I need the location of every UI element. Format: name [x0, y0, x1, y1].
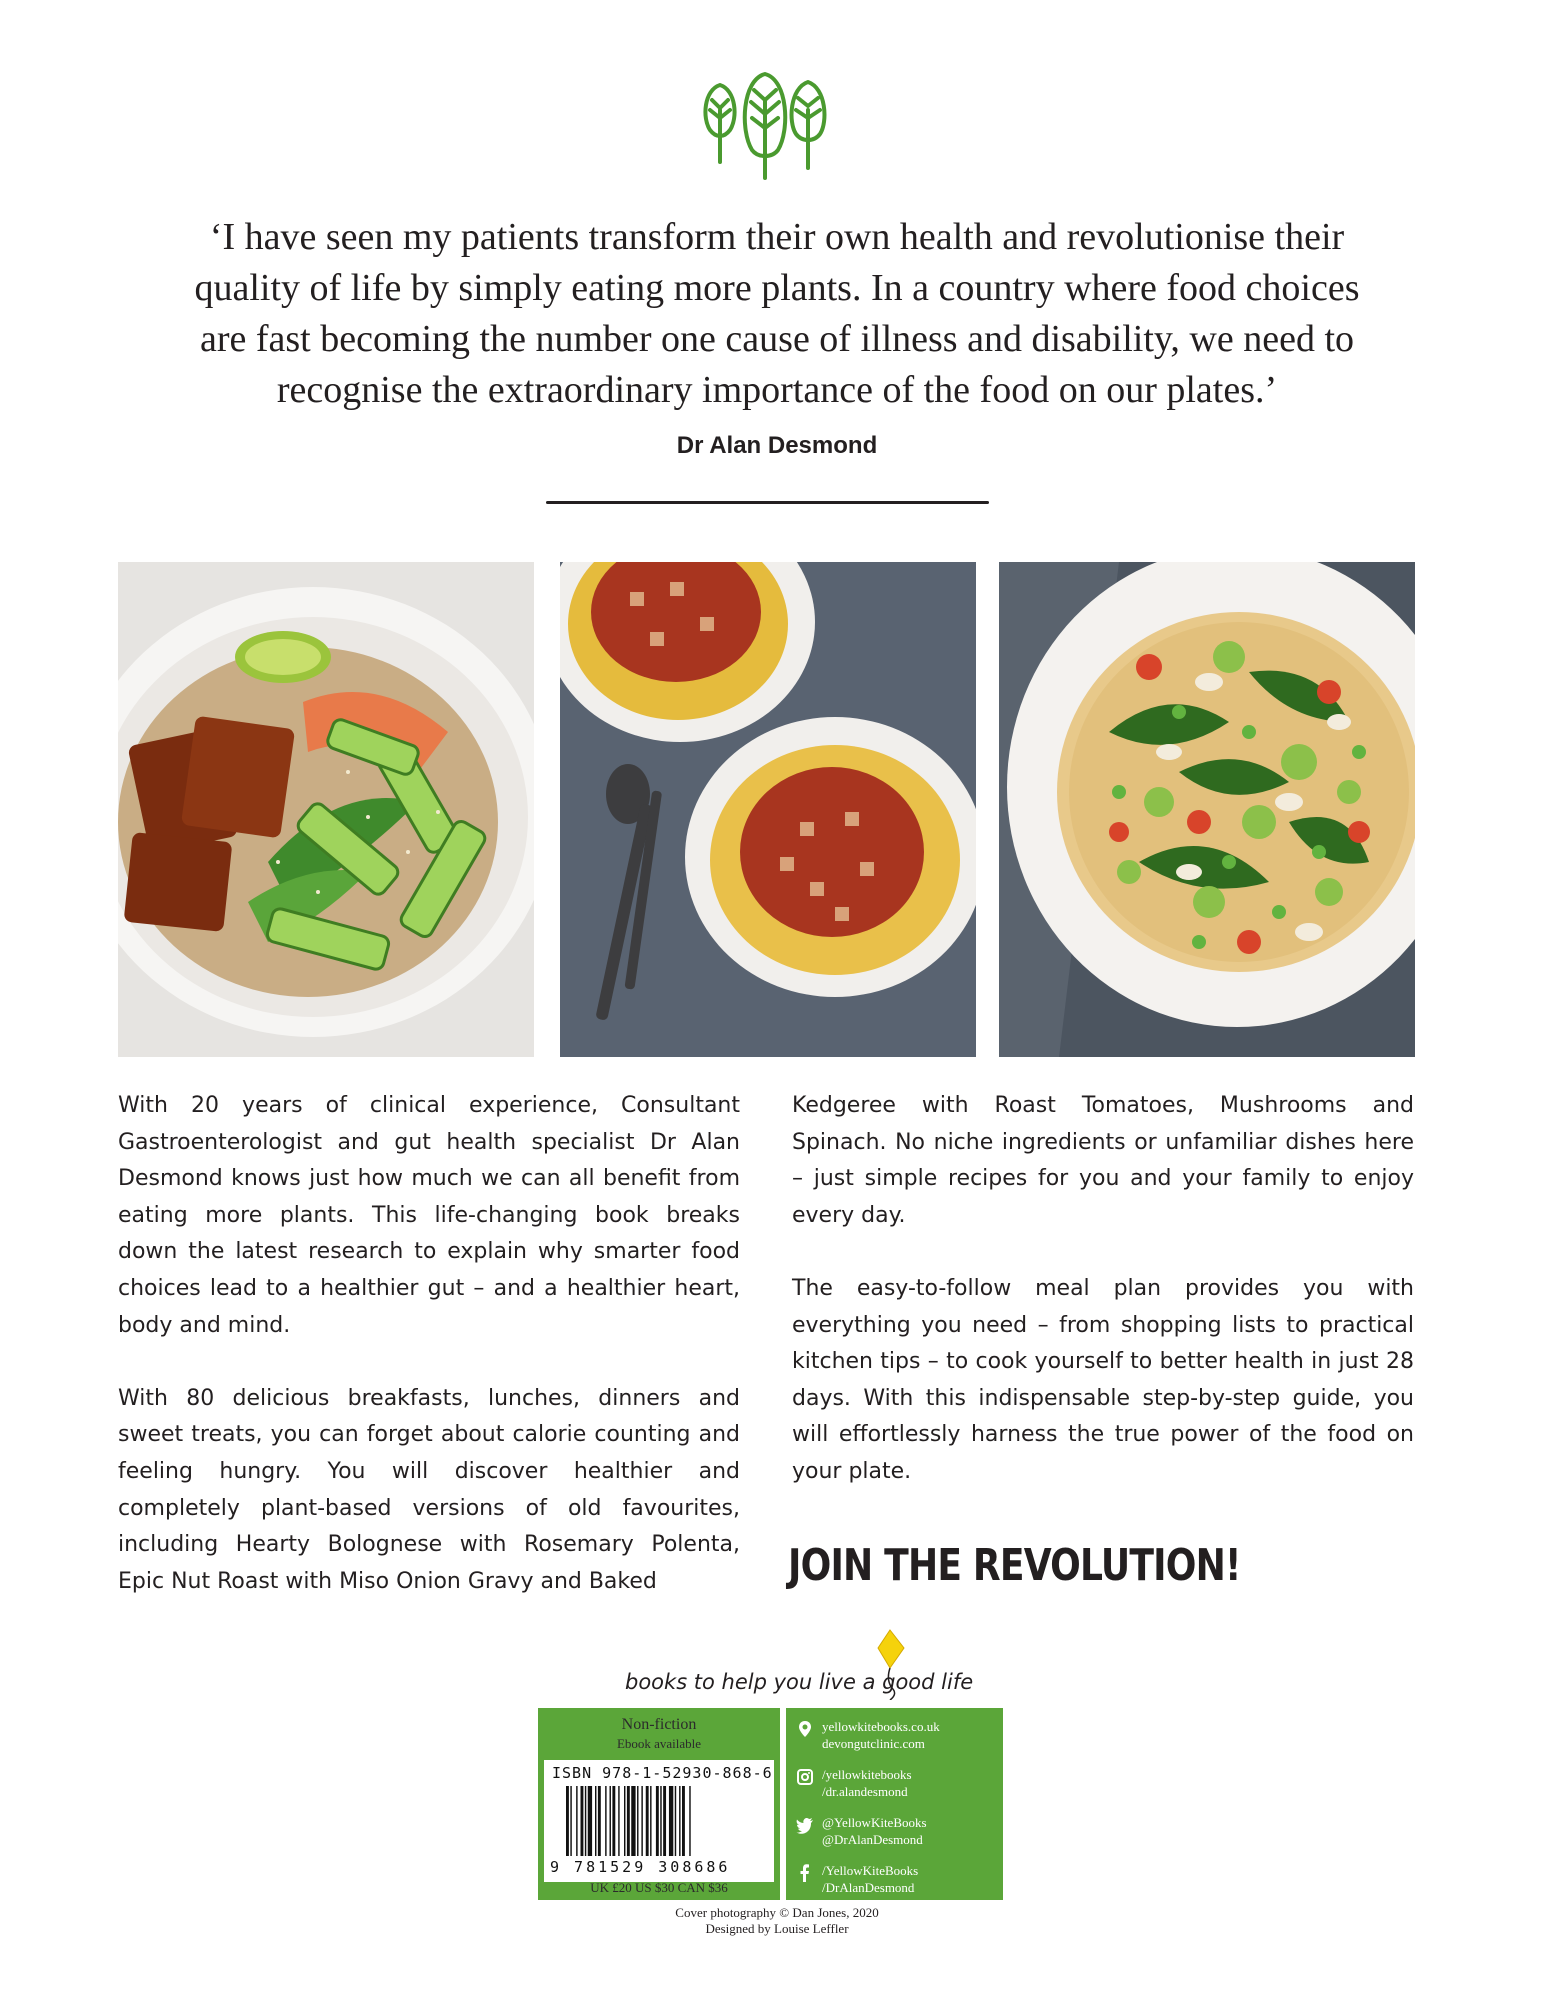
- body-column-right: [792, 1088, 1414, 1527]
- body-column-left: [118, 1088, 740, 1637]
- barcode-bar: [627, 1786, 630, 1856]
- barcode-panel: [538, 1708, 780, 1900]
- barcode-bar: [663, 1786, 666, 1856]
- barcode-bar: [566, 1786, 569, 1856]
- barcode-bar: [656, 1786, 659, 1856]
- instagram-icon: [796, 1768, 814, 1786]
- twitter-icon: [796, 1816, 814, 1834]
- barcode-bar: [576, 1786, 577, 1856]
- facebook-links: [796, 1862, 918, 1896]
- barcode: [544, 1760, 774, 1882]
- divider: [546, 501, 989, 504]
- price-label: UK £20 US $30 CAN $36: [590, 1880, 728, 1895]
- website-links: [796, 1718, 940, 1752]
- bean-soup-photo: [999, 562, 1415, 1057]
- call-to-action-heading: JOIN THE REVOLUTION!: [788, 1540, 1241, 1591]
- barcode-bar: [646, 1786, 649, 1856]
- location-pin-icon: [796, 1720, 814, 1738]
- quote-author: Dr Alan Desmond: [676, 432, 878, 459]
- barcode-bar: [669, 1786, 673, 1856]
- quote-line: recognise the extraordinary importance of the food on our plates.’: [276, 369, 1278, 411]
- links-panel: [786, 1708, 1003, 1900]
- barcode-bar: [570, 1786, 571, 1856]
- isbn-label: ISBN 978-1-52930-868-6: [552, 1764, 773, 1782]
- barcode-bar: [682, 1786, 685, 1856]
- website-link[interactable]: devongutclinic.com: [822, 1736, 925, 1751]
- twitter-links: [796, 1814, 927, 1848]
- barcode-bar: [605, 1786, 606, 1856]
- barcode-bar: [588, 1786, 592, 1856]
- instagram-links: [796, 1766, 912, 1800]
- facebook-link[interactable]: /DrAlanDesmond: [822, 1880, 915, 1895]
- barcode-bar: [595, 1786, 596, 1856]
- barcode-bar: [637, 1786, 638, 1856]
- body-paragraph: With 80 delicious breakfasts, lunches, dinners and sweet treats, you can forget about calorie counting and feeling hungry. You will discover healthier and completely plant-based versions of old favourites, including Hearty Bolognese with Rosemary Polenta, Epic Nut Roast with Miso Onion Gravy and Baked: [118, 1385, 740, 1594]
- barcode-bar: [581, 1786, 584, 1856]
- facebook-link[interactable]: /YellowKiteBooks: [822, 1863, 919, 1878]
- website-link[interactable]: yellowkitebooks.co.uk: [822, 1719, 940, 1734]
- ebook-label: Ebook available: [616, 1736, 702, 1751]
- barcode-bar: [624, 1786, 625, 1856]
- body-paragraph: Kedgeree with Roast Tomatoes, Mushrooms and Spinach. No niche ingredients or unfamiliar dishes here – just simple recipes for you and your family to enjoy every day.: [792, 1093, 1414, 1228]
- photography-credit: Cover photography © Dan Jones, 2020: [675, 1905, 879, 1920]
- tofu-bowl-photo: [118, 562, 534, 1057]
- barcode-bar: [650, 1786, 651, 1856]
- polenta-bolognese-photo: [560, 562, 976, 1057]
- barcode-bar: [675, 1786, 676, 1856]
- barcode-bar: [610, 1786, 611, 1856]
- design-credit: Designed by Louise Leffler: [705, 1921, 849, 1936]
- barcode-bar: [618, 1786, 619, 1856]
- quote-line: are fast becoming the number one cause of illness and disability, we need to: [199, 318, 1355, 360]
- facebook-icon: [796, 1864, 814, 1882]
- quote-line: quality of life by simply eating more plants. In a country where food choices: [194, 267, 1360, 309]
- barcode-bar: [660, 1786, 661, 1856]
- category-label: Non-fiction: [621, 1716, 697, 1733]
- twitter-link[interactable]: @DrAlanDesmond: [822, 1832, 923, 1847]
- body-paragraph: With 20 years of clinical experience, Consultant Gastroenterologist and gut health specialist Dr Alan Desmond knows just how much we can all benefit from eating more plants. This life-changing book breaks down the latest research to explain why smarter food choices lead to a healthier gut – and a healthier heart, body and mind.: [118, 1093, 740, 1338]
- pull-quote: [120, 212, 1434, 416]
- barcode-bar: [631, 1786, 635, 1856]
- instagram-link[interactable]: /dr.alandesmond: [822, 1784, 908, 1799]
- tree-logo-icon: [690, 70, 840, 182]
- barcode-bar: [689, 1786, 690, 1856]
- barcode-bar: [612, 1786, 615, 1856]
- twitter-link[interactable]: @YellowKiteBooks: [822, 1815, 927, 1830]
- instagram-link[interactable]: /yellowkitebooks: [822, 1767, 912, 1782]
- quote-line: ‘I have seen my patients transform their own health and revolutionise their: [209, 216, 1345, 258]
- barcode-digits: 9 781529 308686: [550, 1858, 731, 1876]
- publisher-tagline: books to help you live a good life: [625, 1670, 974, 1694]
- barcode-bar: [641, 1786, 642, 1856]
- barcode-bars: [566, 1786, 766, 1856]
- body-paragraph: The easy-to-follow meal plan provides you with everything you need – from shopping lists to practical kitchen tips – to cook yourself to better health in just 28 days. With this indispensable step-by-step guide, you will effortlessly harness the true power of the food on your plate.: [792, 1275, 1414, 1484]
- barcode-bar: [598, 1786, 601, 1856]
- barcode-bar: [679, 1786, 680, 1856]
- barcode-bar: [585, 1786, 586, 1856]
